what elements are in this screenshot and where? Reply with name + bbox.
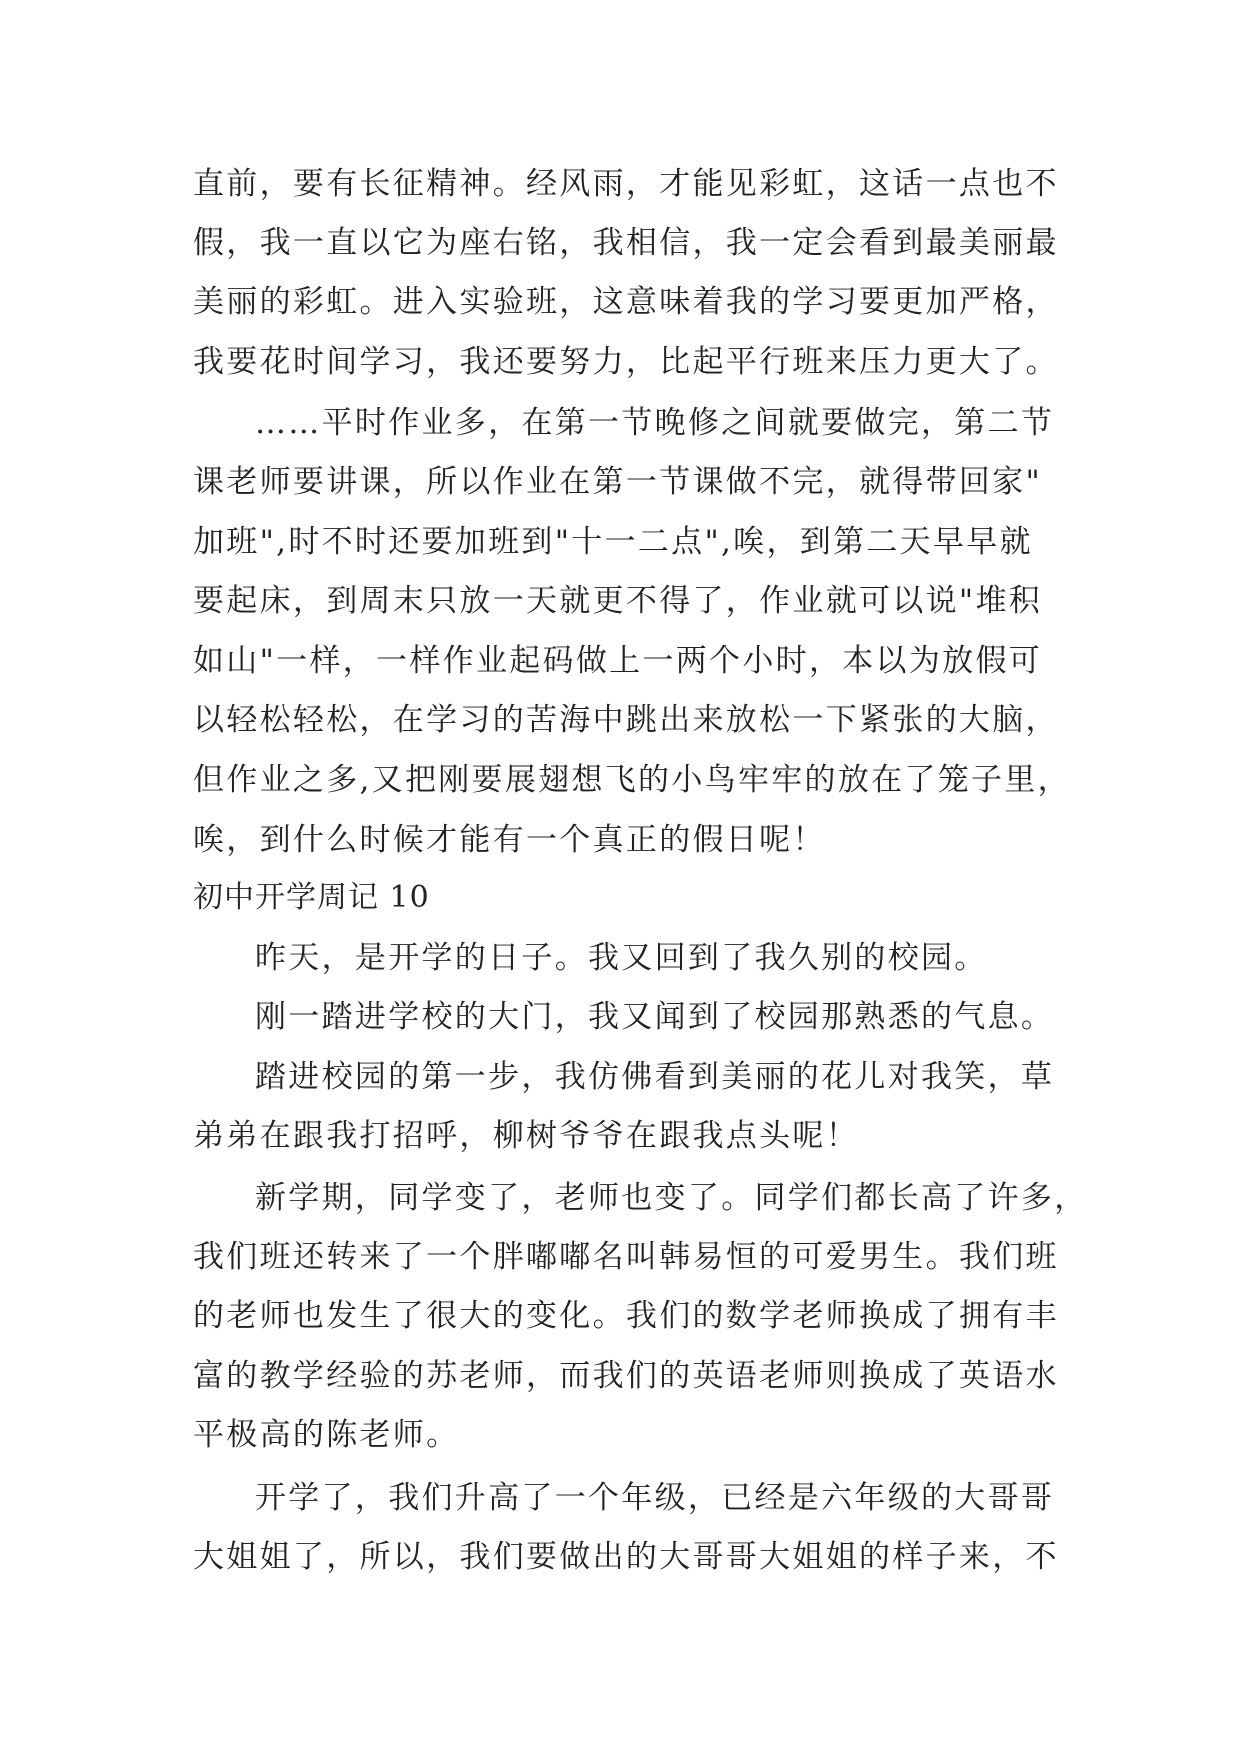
text-line: 大姐姐了，所以，我们要做出的大哥哥大姐姐的样子来，不 (193, 1539, 1059, 1575)
text-line: 富的教学经验的苏老师，而我们的英语老师则换成了英语水 (193, 1358, 1059, 1394)
text-line: 新学期，同学变了，老师也变了。同学们都长高了许多， (255, 1180, 1088, 1216)
text-line: 但作业之多,又把刚要展翅想飞的小鸟牢牢的放在了笼子里， (193, 762, 1071, 798)
text-line: 的老师也发生了很大的变化。我们的数学老师换成了拥有丰 (193, 1298, 1059, 1334)
text-line: 弟弟在跟我打招呼，柳树爷爷在跟我点头呢！ (193, 1118, 859, 1154)
text-line: 假，我一直以它为座右铭，我相信，我一定会看到最美丽最 (193, 225, 1059, 261)
text-line: 课老师要讲课，所以作业在第一节课做不完，就得带回家" (193, 464, 1043, 500)
text-line: 以轻松轻松，在学习的苦海中跳出来放松一下紧张的大脑， (193, 702, 1059, 738)
text-line: 直前，要有长征精神。经风雨，才能见彩虹，这话一点也不 (193, 166, 1059, 202)
text-line: ……平时作业多，在第一节晚修之间就要做完，第二节 (255, 405, 1055, 441)
text-line: 加班",时不时还要加班到"十一二点",唉，到第二天早早就 (193, 524, 1033, 560)
section-heading: 初中开学周记 10 (193, 880, 430, 915)
text-line: 昨天，是开学的日子。我又回到了我久别的校园。 (255, 940, 988, 976)
text-line: 如山"一样，一样作业起码做上一两个小时，本以为放假可 (193, 643, 1043, 679)
text-line: 唉，到什么时候才能有一个真正的假日呢！ (193, 822, 826, 858)
text-line: 平极高的陈老师。 (193, 1417, 460, 1453)
text-line: 开学了，我们升高了一个年级，已经是六年级的大哥哥 (255, 1480, 1055, 1516)
text-line: 我要花时间学习，我还要努力，比起平行班来压力更大了。 (193, 344, 1059, 380)
text-line: 我们班还转来了一个胖嘟嘟名叫韩易恒的可爱男生。我们班 (193, 1239, 1059, 1275)
text-line: 要起床，到周末只放一天就更不得了，作业就可以说"堆积 (193, 583, 1043, 619)
text-line: 美丽的彩虹。进入实验班，这意味着我的学习要更加严格， (193, 284, 1059, 320)
text-line: 踏进校园的第一步，我仿佛看到美丽的花儿对我笑，草 (255, 1059, 1055, 1095)
text-line: 刚一踏进学校的大门，我又闻到了校园那熟悉的气息。 (255, 999, 1055, 1035)
